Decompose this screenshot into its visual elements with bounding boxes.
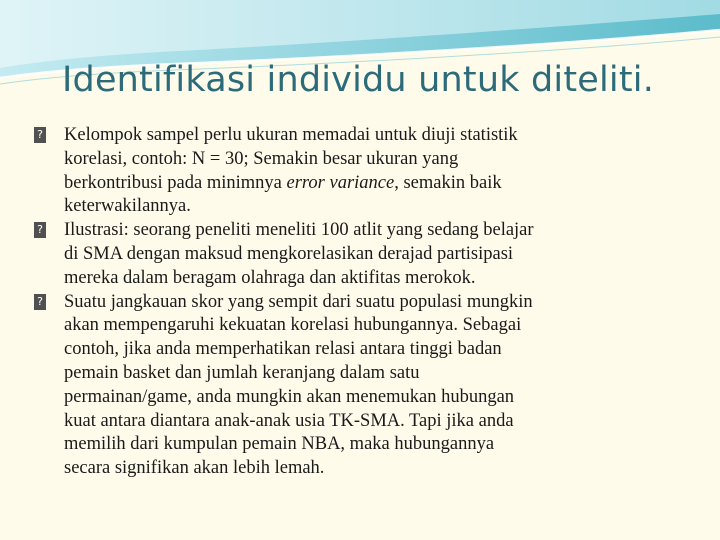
bullet-line: mereka dalam beragam olahraga dan aktifitas merokok. [64,267,476,288]
bullet-line [64,172,684,196]
bullet-marker-icon: ? [34,222,46,238]
bullet-item [34,291,684,481]
emphasis-text: error variance [286,172,395,193]
bullet-line: secara signifikan akan lebih lemah. [64,458,325,479]
bullet-line: memilih dari kumpulan pemain NBA, maka hubungannya [64,434,495,455]
bullet-line: akan mempengaruhi kekuatan korelasi hubungannya. Sebagai [64,315,522,336]
bullet-line: pemain basket dan jumlah keranjang dalam satu [64,362,420,383]
bullet-line: Kelompok sampel perlu ukuran memadai untuk diuji statistik [64,125,518,145]
bullet-item [34,124,684,219]
bullet-line: permainan/game, anda mungkin akan menemukan hubungan [64,386,515,407]
bullet-line: di SMA dengan maksud mengkorelasikan derajad partisipasi [64,243,514,264]
bullet-marker-icon: ? [34,294,46,310]
bullet-text: berkontribusi pada minimnya [64,172,287,193]
bullet-line: Ilustrasi: seorang peneliti meneliti 100 atlit yang sedang belajar [64,220,534,241]
bullet-marker-icon: ? [34,127,46,143]
slide-title: Identifikasi individu untuk diteliti. [62,60,655,100]
bullet-line: Suatu jangkauan skor yang sempit dari suatu populasi mungkin [64,291,533,312]
bullet-item [34,219,684,290]
bullet-text: , semakin baik [394,172,502,193]
bullet-line: keterwakilannya. [64,196,191,217]
bullet-list [34,124,684,481]
bullet-line: korelasi, contoh: N = 30; Semakin besar ukuran yang [64,148,459,169]
bullet-line: kuat antara diantara anak-anak usia TK-SMA. Tapi jika anda [64,410,514,431]
bullet-line: contoh, jika anda memperhatikan relasi antara tinggi badan [64,339,502,360]
